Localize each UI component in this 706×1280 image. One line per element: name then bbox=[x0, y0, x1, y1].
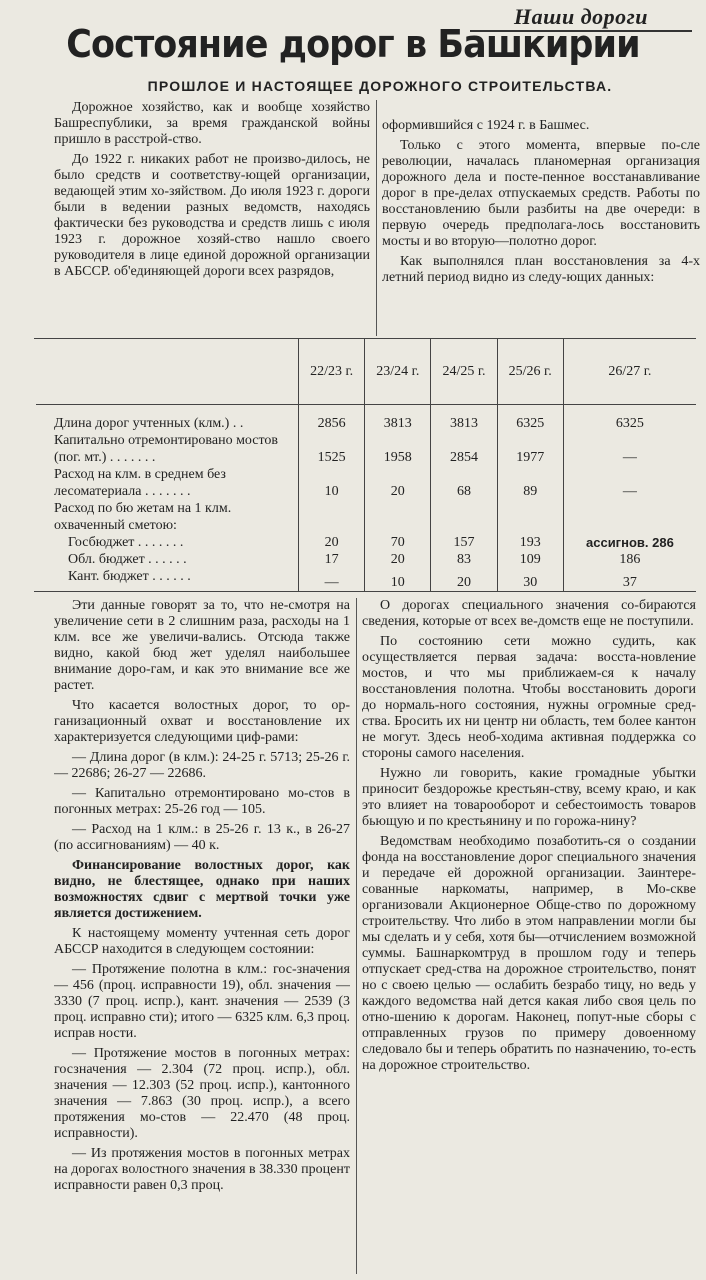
table-cell: 17 bbox=[299, 551, 365, 568]
table-header-blank bbox=[36, 338, 299, 405]
table-cell: 20 bbox=[431, 568, 497, 591]
table-cell: 3813 bbox=[431, 405, 497, 433]
table-cell: 6325 bbox=[497, 405, 563, 433]
table-cell: 20 bbox=[365, 551, 431, 568]
table-column-header: 23/24 г. bbox=[365, 338, 431, 405]
table-row bbox=[36, 568, 696, 591]
table-row bbox=[36, 405, 696, 433]
article-subheadline: ПРОШЛОЕ И НАСТОЯЩЕЕ ДОРОЖНОГО СТРОИТЕЛЬСТВА. bbox=[147, 78, 613, 94]
body-right-paragraph: Нужно ли говорить, какие громадные убытки приносит бездорожье крестьян-ству, всему краю, и как это влияет на товарооборот и себестоимость товаров бьющую и по крестьянину и по горожа-нину? bbox=[362, 766, 696, 829]
body-left-paragraph: Что касается волостных дорог, то ор-ганизационный охват и восстановление их характеризуется следующими циф-рами: bbox=[54, 698, 350, 745]
body-right-paragraph: Ведомствам необходимо позаботить-ся о создании фонда на восстановление дорог специального значения и передаче ей дорожной организации. Заинтере-сованные наркоматы, например, в Мо-скве организовали Акционерное Обще-ство по дорожному строительству. Что либо в этом направлении могли бы мы сделать и у себя, хотя бы—отчислением возможной суммы. Башнаркомтруд в прошлом году и теперь отпускает сред-ства на дорожное строительство, понят но с своею целью — ослабить безрабо тицу, но ведь у каждого ведомства най дется какая либо своя цель по отно-шению к дорогам. Наконец, попут-ные сборы с отправленных грузов по примеру довоенному следовало бы и теперь обратить по назначению, то-есть на дорожное строительство. bbox=[362, 834, 696, 1073]
body-left-paragraph: — Капитально отремонтировано мо-стов в погонных метрах: 25-26 год — 105. bbox=[54, 786, 350, 817]
table-cell: 83 bbox=[431, 551, 497, 568]
column-divider bbox=[376, 100, 377, 336]
table-cell: 37 bbox=[563, 568, 696, 591]
table-cell: 68 bbox=[431, 466, 497, 500]
intro-left-paragraph: Дорожное хозяйство, как и вообще хозяйство Башреспублики, за время гражданской войны пришло в расстрой-ство. bbox=[54, 100, 370, 147]
table-cell: ассигнов. 286 bbox=[563, 534, 696, 551]
table-row bbox=[36, 466, 696, 500]
intro-left-paragraph: До 1922 г. никаких работ не произво-дилось, не было средств и соответству-ющей организации, ведающей этим хо-зяйством. До июля 1923 г. дороги были в ведении разных ведомств, находясь фактически без руководства и средств лишь с июля 1923 г. дорожное хозяй-ство нашло своего руководителя в лице единой дорожной организации в АБССР. об'единяющей дороги всех разрядов, bbox=[54, 152, 370, 279]
table-row-label: Расход на клм. в среднем без лесоматериала . . . . . . . bbox=[54, 467, 226, 499]
table-cell: 10 bbox=[365, 568, 431, 591]
intro-right-paragraph: оформившийся с 1924 г. в Башмес. bbox=[382, 118, 590, 133]
intro-left-column bbox=[54, 100, 370, 336]
table-cell: 109 bbox=[497, 551, 563, 568]
body-left-paragraph: К настоящему моменту учтенная сеть дорог АБССР находится в следующем состоянии: bbox=[54, 926, 350, 957]
table-row-label: Расход по бю жетам на 1 клм. охваченный сметою: bbox=[54, 501, 232, 533]
body-left-paragraph: Финансирование волостных дорог, как видно, не блестящее, однако при наших возможностях сдвиг с мертвой точки уже является достижением. bbox=[54, 858, 350, 921]
body-left-paragraph: — Протяжение мостов в погонных метрах: госзначения — 2.304 (72 проц. испр.), обл. значения — 12.303 (52 проц. испр.), кантонного значения — 7.863 (30 проц. испр.), а всего протяжения мо-стов — 22.470 (48 проц. исправности). bbox=[54, 1046, 350, 1141]
table-cell: 20 bbox=[299, 534, 365, 551]
table-cell bbox=[497, 500, 563, 534]
table-cell: 20 bbox=[365, 466, 431, 500]
table-cell: — bbox=[563, 432, 696, 466]
table-row bbox=[36, 500, 696, 534]
table-cell bbox=[299, 500, 365, 534]
article-headline: Состояние дорог в Башкирии bbox=[66, 22, 640, 66]
table-column-header: 25/26 г. bbox=[497, 338, 563, 405]
table-column-header: 26/27 г. bbox=[563, 338, 696, 405]
section-rubric: Наши дороги bbox=[470, 4, 692, 32]
column-divider bbox=[356, 598, 357, 1274]
table-cell: — bbox=[299, 568, 365, 591]
table-cell: 10 bbox=[299, 466, 365, 500]
table-column-header: 22/23 г. bbox=[299, 338, 365, 405]
table-row bbox=[36, 534, 696, 551]
table-header-row bbox=[36, 338, 696, 405]
table-row bbox=[36, 432, 696, 466]
table-row-label: Длина дорог учтенных (клм.) . . bbox=[54, 416, 244, 431]
table-cell: 70 bbox=[365, 534, 431, 551]
table-cell bbox=[563, 500, 696, 534]
body-right-paragraph: О дорогах специального значения со-бираются сведения, которые от всех ве-домств еще не поступили. bbox=[362, 598, 696, 629]
table-cell bbox=[431, 500, 497, 534]
body-left-paragraph: — Из протяжения мостов в погонных метрах на дорогах волостного значения в 38.330 процент исправности равен 0,3 проц. bbox=[54, 1146, 350, 1193]
intro-right-column bbox=[382, 118, 700, 336]
table-cell: 2856 bbox=[299, 405, 365, 433]
body-left-column bbox=[54, 598, 350, 1274]
stats-table bbox=[36, 338, 696, 591]
body-right-column bbox=[362, 598, 696, 1274]
table-cell: 157 bbox=[431, 534, 497, 551]
intro-right-paragraph: Как выполнялся план восстановления за 4-х летний период видно из следу-ющих данных: bbox=[382, 254, 700, 285]
table-cell: 3813 bbox=[365, 405, 431, 433]
body-left-paragraph: — Протяжение полотна в клм.: гос-значения — 456 (проц. исправности 19), обл. значения — 3330 (7 проц. испр.), кант. значения — 2539 (3 проц. исправно сти); итого — 6325 клм. 6,3 проц. исправ ности. bbox=[54, 962, 350, 1041]
table-cell: 2854 bbox=[431, 432, 497, 466]
body-left-paragraph: Эти данные говорят за то, что не-смотря на увеличение сети в 2 слишним раза, расходы на 1 клм. все же увеличи-вались. Отсюда также видно, какой бюд жет уделял наибольшее внимание доро-гам, и как это внимание все же растет. bbox=[54, 598, 350, 693]
table-cell: 1958 bbox=[365, 432, 431, 466]
table-cell: 89 bbox=[497, 466, 563, 500]
table-row-label: Капитально отремонтировано мостов (пог. мт.) . . . . . . . bbox=[54, 433, 279, 465]
table-cell: 1525 bbox=[299, 432, 365, 466]
table-row-label: Госбюджет . . . . . . . bbox=[68, 535, 184, 550]
table-cell: 30 bbox=[497, 568, 563, 591]
table-cell: — bbox=[563, 466, 696, 500]
body-left-paragraph: — Расход на 1 клм.: в 25-26 г. 13 к., в 26-27 (по ассигнованиям) — 40 к. bbox=[54, 822, 350, 853]
intro-right-paragraph: Только с этого момента, впервые по-сле революции, началась планомерная организация дорожного дела и посте-пенное восстанавливание дорог в пре-делах отпускаемых средств. Работы по восстановлению были разбиты на две очереди: в первую очередь предполага-лось восстановить мосты и во вторую—полотно дорог. bbox=[382, 138, 700, 249]
table-row-label: Кант. бюджет . . . . . . bbox=[68, 569, 191, 584]
table-cell: 6325 bbox=[563, 405, 696, 433]
table-cell bbox=[365, 500, 431, 534]
body-right-paragraph: По состоянию сети можно судить, как осуществляется первая задача: восста-новление мостов, и что мы приближаем-ся к началу восстановления полотна. Чтобы восстановить дороги до нормаль-ного состояния, нужны огромные сред-ства. Бросить их ни центр ни область, тем более кантон не могут. Здесь необ-ходима активная поддержка со стороны самого населения. bbox=[362, 634, 696, 761]
body-left-paragraph: — Длина дорог (в клм.): 24-25 г. 5713; 25-26 г. — 22686; 26-27 — 22686. bbox=[54, 750, 350, 781]
table-cell: 186 bbox=[563, 551, 696, 568]
table-row bbox=[36, 551, 696, 568]
table-row-label: Обл. бюджет . . . . . . bbox=[68, 552, 187, 567]
table-column-header: 24/25 г. bbox=[431, 338, 497, 405]
table-cell: 1977 bbox=[497, 432, 563, 466]
table-cell: 193 bbox=[497, 534, 563, 551]
